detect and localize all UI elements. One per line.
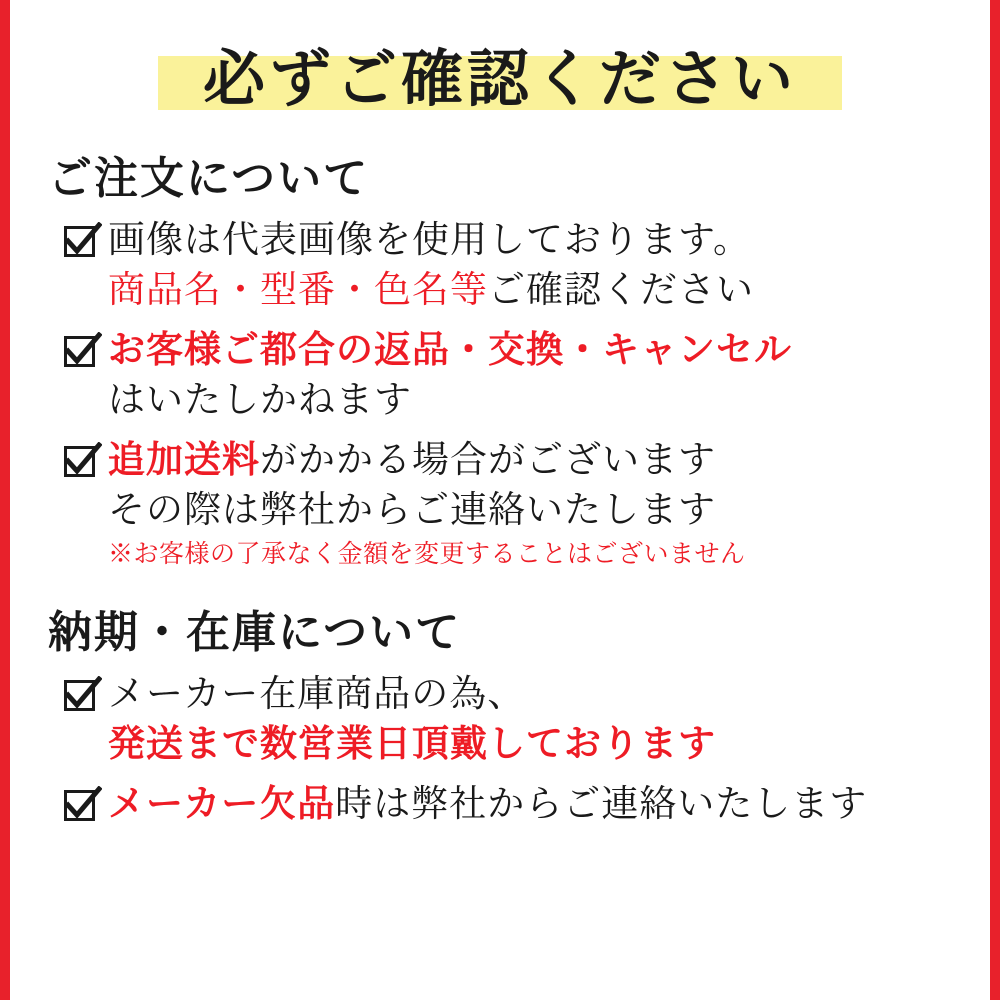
section-heading-order: ご注文について (48, 154, 370, 203)
notice-line-emphasis: 商品名・型番・色名等 (108, 270, 488, 311)
checkbox-checked-icon (62, 786, 102, 826)
notice-content (10, 0, 990, 1000)
notice-line: その際は弊社からご連絡いたします (108, 490, 716, 531)
list-item-text (108, 670, 964, 770)
checkbox-checked-icon (62, 442, 102, 482)
notice-line: お客様ご都合の返品・交換・キャンセル (108, 330, 792, 371)
notice-line: はいたしかねます (108, 380, 412, 421)
notice-line: 画像は代表画像を使用しております。 (108, 220, 752, 261)
list-item (62, 436, 964, 574)
notice-line-emphasis: メーカー欠品 (108, 784, 336, 825)
page-title: 必ずご確認ください (202, 46, 797, 114)
notice-line (108, 436, 964, 486)
checkbox-checked-icon (62, 332, 102, 372)
list-item-text (108, 326, 964, 426)
notice-line (108, 266, 964, 316)
list-item (62, 216, 964, 316)
notice-line: 発送まで数営業日頂戴しております (108, 724, 716, 765)
notice-line-emphasis: 追加送料 (108, 440, 260, 481)
page-title-banner (36, 36, 964, 124)
notice-line-rest: 時は弊社からご連絡いたします (335, 784, 868, 825)
notice-footnote: ※お客様の了承なく金額を変更することはございません (108, 541, 746, 568)
list-item-text (108, 436, 964, 574)
list-item (62, 670, 964, 770)
checkbox-checked-icon (62, 222, 102, 262)
section-heading-delivery: 納期・在庫について (48, 608, 462, 657)
list-item-text (108, 216, 964, 316)
notice-line-rest: がかかる場合がございます (260, 440, 716, 481)
checkbox-checked-icon (62, 676, 102, 716)
list-item (62, 780, 964, 830)
list-item-text (108, 780, 964, 830)
list-item (62, 326, 964, 426)
notice-line (108, 780, 964, 830)
notice-line-rest: ご確認ください (488, 270, 754, 311)
notice-line: メーカー在庫商品の為、 (108, 674, 526, 715)
